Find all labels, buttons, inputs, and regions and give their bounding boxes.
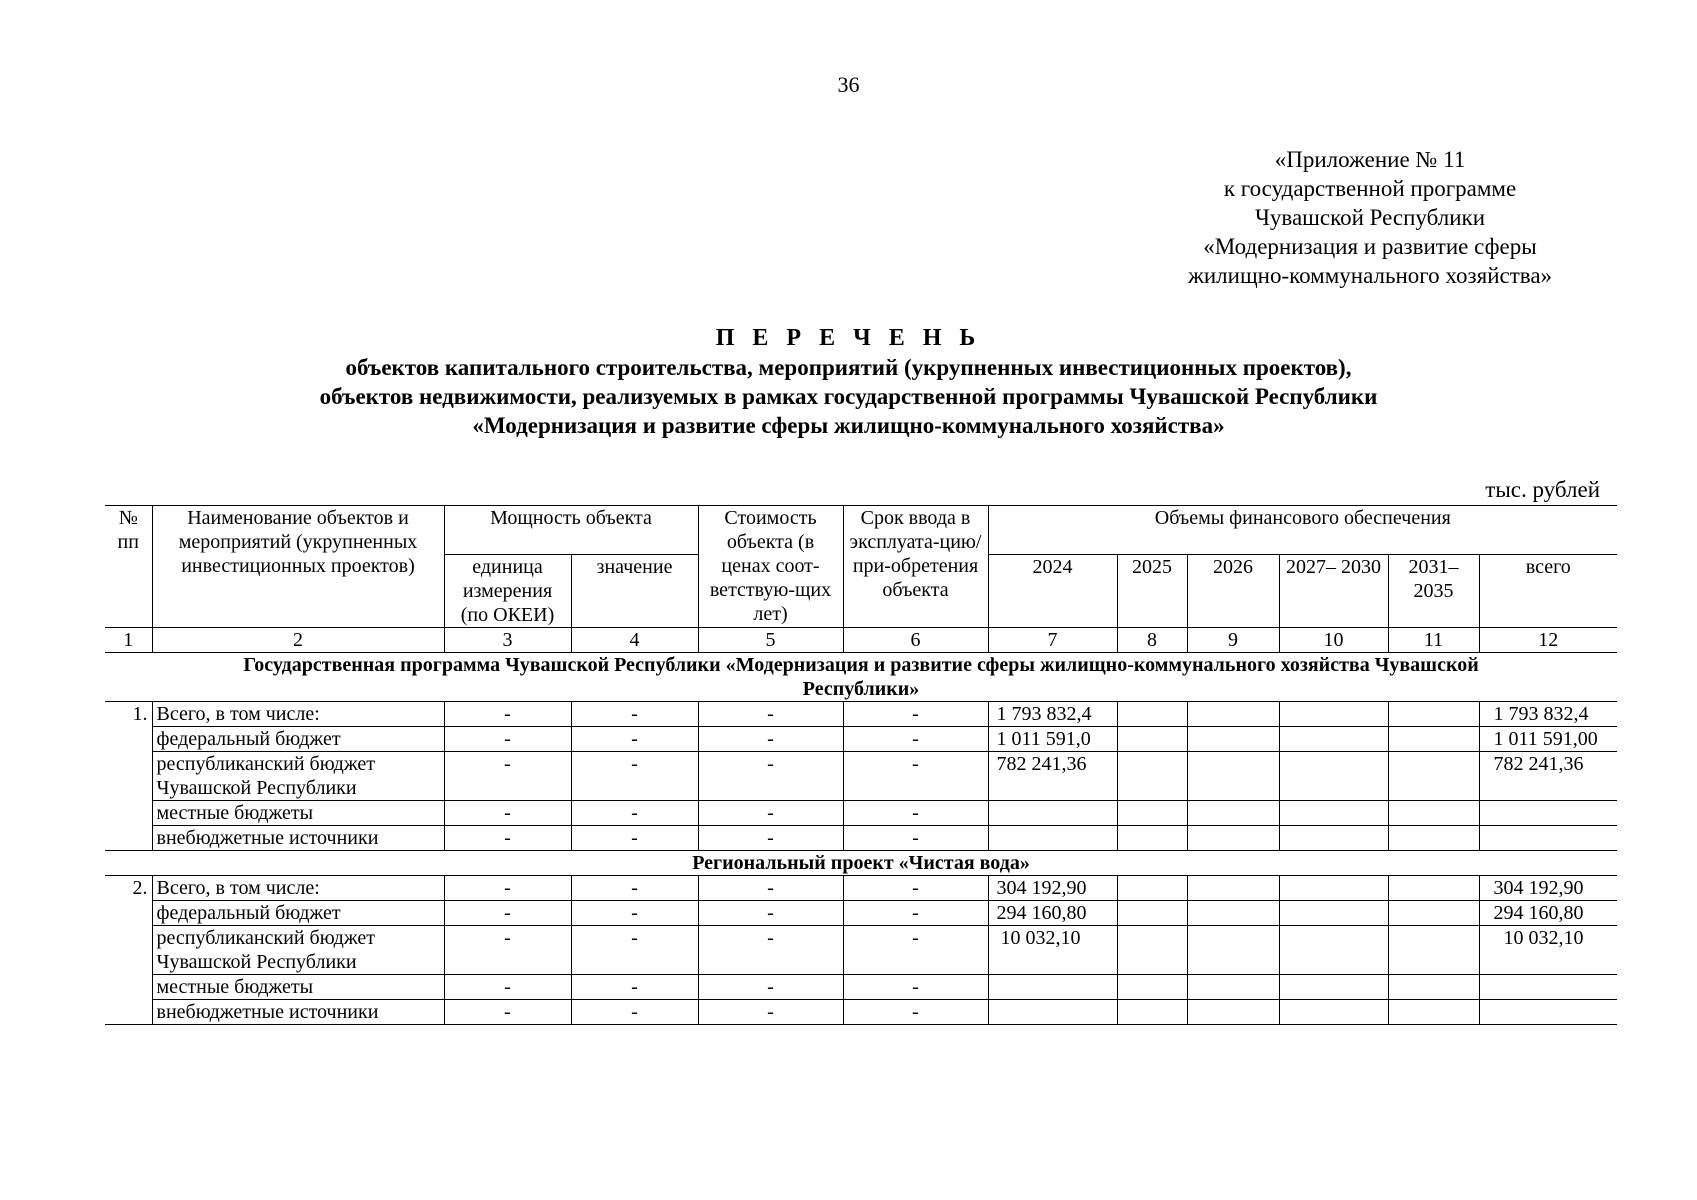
row-2024: 10 032,10 bbox=[988, 926, 1117, 975]
row-2031-2035 bbox=[1388, 801, 1479, 826]
row-value: - bbox=[571, 876, 698, 901]
row-total: 294 160,80 bbox=[1479, 901, 1617, 926]
row-term: - bbox=[843, 801, 988, 826]
row-2031-2035 bbox=[1388, 876, 1479, 901]
row-2024 bbox=[988, 1000, 1117, 1025]
row-total: 1 011 591,00 bbox=[1479, 727, 1617, 752]
row-2025 bbox=[1117, 727, 1187, 752]
row-name: Всего, в том числе: bbox=[152, 702, 444, 727]
row-2024: 1 011 591,0 bbox=[988, 727, 1117, 752]
row-2025 bbox=[1117, 926, 1187, 975]
row-name: федеральный бюджет bbox=[152, 727, 444, 752]
row-term: - bbox=[843, 1000, 988, 1025]
objects-table bbox=[105, 505, 1617, 1025]
table-row bbox=[105, 752, 1617, 801]
row-2031-2035 bbox=[1388, 752, 1479, 801]
appendix-line: жилищно-коммунального хозяйства» bbox=[1187, 263, 1553, 288]
row-2027-2030 bbox=[1279, 801, 1388, 826]
row-2031-2035 bbox=[1388, 826, 1479, 851]
row-2027-2030 bbox=[1279, 826, 1388, 851]
section-title: Государственная программа Чувашской Республики «Модернизация и развитие сферы жилищно-коммунального хозяйства Чувашской Республики» bbox=[105, 653, 1617, 702]
row-value: - bbox=[571, 801, 698, 826]
header-2027-2030: 2027– 2030 bbox=[1279, 555, 1388, 628]
row-total: 1 793 832,4 bbox=[1479, 702, 1617, 727]
header-term: Срок ввода в эксплуата-цию/при-обретения объекта bbox=[843, 506, 988, 628]
row-2024: 1 793 832,4 bbox=[988, 702, 1117, 727]
row-unit: - bbox=[444, 926, 571, 975]
title-line: «Модернизация и развитие сферы жилищно-коммунального хозяйства» bbox=[472, 413, 1225, 438]
row-name: внебюджетные источники bbox=[152, 826, 444, 851]
column-number: 11 bbox=[1388, 628, 1479, 653]
row-2027-2030 bbox=[1279, 926, 1388, 975]
column-number: 12 bbox=[1479, 628, 1617, 653]
column-number: 9 bbox=[1187, 628, 1279, 653]
row-2025 bbox=[1117, 801, 1187, 826]
row-cost: - bbox=[698, 901, 843, 926]
row-2031-2035 bbox=[1388, 926, 1479, 975]
table-row bbox=[105, 727, 1617, 752]
row-value: - bbox=[571, 975, 698, 1000]
row-unit: - bbox=[444, 975, 571, 1000]
row-term: - bbox=[843, 926, 988, 975]
row-term: - bbox=[843, 727, 988, 752]
row-term: - bbox=[843, 702, 988, 727]
row-name: внебюджетные источники bbox=[152, 1000, 444, 1025]
table-row bbox=[105, 901, 1617, 926]
column-number: 2 bbox=[152, 628, 444, 653]
row-term: - bbox=[843, 975, 988, 1000]
row-name: федеральный бюджет bbox=[152, 901, 444, 926]
section-title: Региональный проект «Чистая вода» bbox=[105, 851, 1617, 876]
row-unit: - bbox=[444, 826, 571, 851]
row-2024 bbox=[988, 975, 1117, 1000]
row-term: - bbox=[843, 876, 988, 901]
row-2026 bbox=[1187, 826, 1279, 851]
row-unit: - bbox=[444, 752, 571, 801]
table-row bbox=[105, 702, 1617, 727]
row-value: - bbox=[571, 926, 698, 975]
row-2027-2030 bbox=[1279, 901, 1388, 926]
row-unit: - bbox=[444, 1000, 571, 1025]
row-2031-2035 bbox=[1388, 702, 1479, 727]
row-cost: - bbox=[698, 702, 843, 727]
table-row bbox=[105, 826, 1617, 851]
appendix-line: Чувашской Республики bbox=[1254, 205, 1486, 230]
row-2031-2035 bbox=[1388, 901, 1479, 926]
row-cost: - bbox=[698, 1000, 843, 1025]
header-2025: 2025 bbox=[1117, 555, 1187, 628]
header-name: Наименование объектов и мероприятий (укрупненных инвестиционных проектов) bbox=[152, 506, 444, 628]
row-total bbox=[1479, 975, 1617, 1000]
row-2024 bbox=[988, 826, 1117, 851]
row-name: республиканский бюджет Чувашской Республики bbox=[152, 926, 444, 975]
appendix-line: к государственной программе bbox=[1223, 176, 1517, 201]
header-2026: 2026 bbox=[1187, 555, 1279, 628]
row-cost: - bbox=[698, 926, 843, 975]
column-number: 8 bbox=[1117, 628, 1187, 653]
row-2027-2030 bbox=[1279, 1000, 1388, 1025]
header-2031-2035: 2031– 2035 bbox=[1388, 555, 1479, 628]
row-2026 bbox=[1187, 876, 1279, 901]
row-name: местные бюджеты bbox=[152, 975, 444, 1000]
row-number: 1. bbox=[105, 702, 152, 851]
column-number: 10 bbox=[1279, 628, 1388, 653]
row-cost: - bbox=[698, 752, 843, 801]
row-name: Всего, в том числе: bbox=[152, 876, 444, 901]
row-2024: 782 241,36 bbox=[988, 752, 1117, 801]
row-cost: - bbox=[698, 975, 843, 1000]
column-number: 4 bbox=[571, 628, 698, 653]
header-cost: Стоимость объекта (в ценах соот-ветствую-щих лет) bbox=[698, 506, 843, 628]
row-2026 bbox=[1187, 727, 1279, 752]
row-2026 bbox=[1187, 926, 1279, 975]
row-total bbox=[1479, 1000, 1617, 1025]
row-cost: - bbox=[698, 801, 843, 826]
column-number: 1 bbox=[105, 628, 152, 653]
row-total: 304 192,90 bbox=[1479, 876, 1617, 901]
row-2026 bbox=[1187, 975, 1279, 1000]
row-2031-2035 bbox=[1388, 975, 1479, 1000]
row-unit: - bbox=[444, 702, 571, 727]
row-2027-2030 bbox=[1279, 752, 1388, 801]
row-2027-2030 bbox=[1279, 727, 1388, 752]
header-num: № пп bbox=[105, 506, 152, 628]
column-number: 5 bbox=[698, 628, 843, 653]
row-total bbox=[1479, 801, 1617, 826]
row-term: - bbox=[843, 752, 988, 801]
row-term: - bbox=[843, 901, 988, 926]
table-row bbox=[105, 801, 1617, 826]
row-2025 bbox=[1117, 1000, 1187, 1025]
header-unit: единица измерения (по ОКЕИ) bbox=[444, 555, 571, 628]
row-name: республиканский бюджет Чувашской Республики bbox=[152, 752, 444, 801]
table-row bbox=[105, 975, 1617, 1000]
table-row bbox=[105, 876, 1617, 901]
row-2025 bbox=[1117, 752, 1187, 801]
row-2026 bbox=[1187, 801, 1279, 826]
title-line: объектов недвижимости, реализуемых в рамках государственной программы Чувашской Республики bbox=[319, 384, 1378, 409]
row-value: - bbox=[571, 901, 698, 926]
row-unit: - bbox=[444, 901, 571, 926]
row-cost: - bbox=[698, 876, 843, 901]
title-heading: П Е Р Е Ч Е Н Ь bbox=[715, 325, 982, 351]
row-total: 782 241,36 bbox=[1479, 752, 1617, 801]
row-value: - bbox=[571, 1000, 698, 1025]
row-term: - bbox=[843, 826, 988, 851]
row-value: - bbox=[571, 826, 698, 851]
row-2025 bbox=[1117, 702, 1187, 727]
column-number: 3 bbox=[444, 628, 571, 653]
column-number: 6 bbox=[843, 628, 988, 653]
row-2024 bbox=[988, 801, 1117, 826]
row-2024: 304 192,90 bbox=[988, 876, 1117, 901]
column-number: 7 bbox=[988, 628, 1117, 653]
row-total bbox=[1479, 826, 1617, 851]
header-value: значение bbox=[571, 555, 698, 628]
header-2024: 2024 bbox=[988, 555, 1117, 628]
header-total: всего bbox=[1479, 555, 1617, 628]
row-unit: - bbox=[444, 727, 571, 752]
row-name: местные бюджеты bbox=[152, 801, 444, 826]
unit-note: тыс. рублей bbox=[1485, 477, 1600, 502]
row-value: - bbox=[571, 752, 698, 801]
row-unit: - bbox=[444, 801, 571, 826]
row-2026 bbox=[1187, 901, 1279, 926]
header-capacity: Мощность объекта bbox=[444, 506, 698, 555]
row-unit: - bbox=[444, 876, 571, 901]
row-2027-2030 bbox=[1279, 975, 1388, 1000]
row-cost: - bbox=[698, 826, 843, 851]
title-line: объектов капитального строительства, мероприятий (укрупненных инвестиционных проектов), bbox=[345, 355, 1352, 380]
row-2025 bbox=[1117, 826, 1187, 851]
row-2031-2035 bbox=[1388, 727, 1479, 752]
appendix-line: «Модернизация и развитие сферы bbox=[1203, 234, 1537, 259]
row-number: 2. bbox=[105, 876, 152, 1025]
table-row bbox=[105, 1000, 1617, 1025]
row-2026 bbox=[1187, 1000, 1279, 1025]
row-2031-2035 bbox=[1388, 1000, 1479, 1025]
appendix-line: «Приложение № 11 bbox=[1274, 147, 1466, 172]
row-total: 10 032,10 bbox=[1479, 926, 1617, 975]
row-2025 bbox=[1117, 975, 1187, 1000]
row-2027-2030 bbox=[1279, 876, 1388, 901]
row-2024: 294 160,80 bbox=[988, 901, 1117, 926]
table-header-row bbox=[105, 506, 1617, 555]
section-title-row bbox=[105, 653, 1617, 702]
row-2027-2030 bbox=[1279, 702, 1388, 727]
row-value: - bbox=[571, 702, 698, 727]
row-2025 bbox=[1117, 901, 1187, 926]
title-subtitle bbox=[0, 353, 1697, 440]
table-row bbox=[105, 926, 1617, 975]
header-funding: Объемы финансового обеспечения bbox=[988, 506, 1617, 555]
section-title-row bbox=[105, 851, 1617, 876]
row-2026 bbox=[1187, 702, 1279, 727]
row-cost: - bbox=[698, 727, 843, 752]
column-numbers-row bbox=[105, 628, 1617, 653]
row-2025 bbox=[1117, 876, 1187, 901]
appendix-note bbox=[1080, 145, 1660, 290]
row-value: - bbox=[571, 727, 698, 752]
page-number: 36 bbox=[837, 72, 860, 97]
document-title bbox=[0, 323, 1697, 440]
row-2026 bbox=[1187, 752, 1279, 801]
